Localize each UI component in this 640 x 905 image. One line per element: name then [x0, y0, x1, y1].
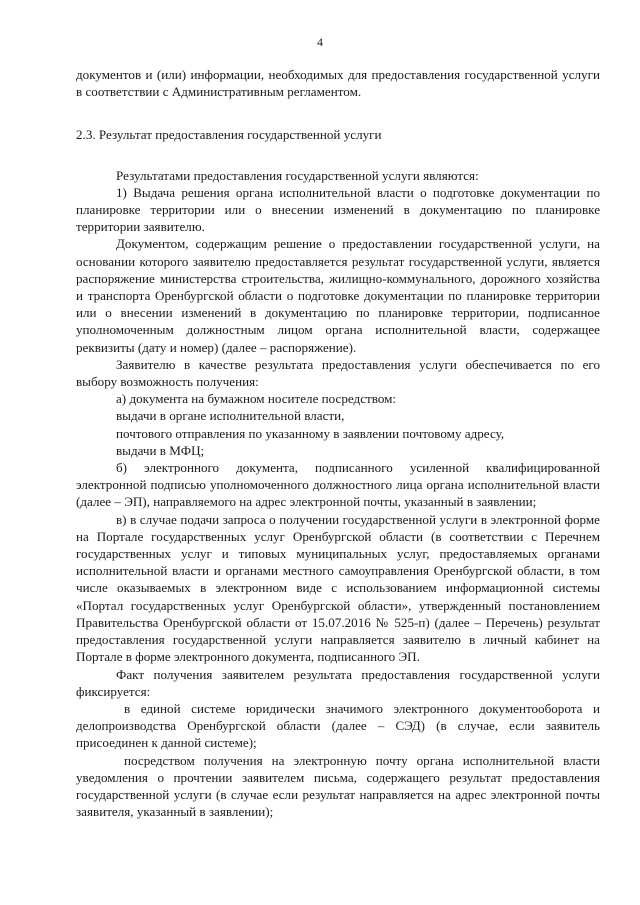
section-heading: 2.3. Результат предоставления государственной услуги	[76, 127, 382, 143]
paragraph: Заявителю в качестве результата предоставления услуги обеспечивается по его выбору возможность получения:	[76, 356, 600, 390]
list-item: в единой системе юридически значимого электронного документооборота и делопроизводства Оренбургской области (далее – СЭД) (в случае, если заявитель присоединен к данной системе);	[76, 700, 600, 751]
paragraph: Документом, содержащим решение о предоставлении государственной услуги, на основании которого заявителю предоставляется результат государственной услуги, является распоряжение министерства строительства, жилищно-коммунального, дорожного хозяйства и транспорта Оренбургской области о подготовке документации по планировке территории или о внесении изменений в документацию по планировке территории, подписанное уполномоченным должностным лицом органа исполнительной власти, содержащее реквизиты (дату и номер) (далее – распоряжение).	[76, 236, 600, 355]
list-item: а) документа на бумажном носителе посредством:	[116, 391, 397, 407]
document-body	[76, 66, 600, 820]
intro-paragraph: документов и (или) информации, необходимых для предоставления государственной услуги в соответствии с Административным регламентом.	[76, 67, 600, 100]
list-item: б) электронного документа, подписанного усиленной квалифицированной электронной подписью уполномоченного должностного лица органа исполнительной власти (далее – ЭП), направляемого на адрес электронной почты, указанный в заявлении;	[76, 460, 600, 510]
list-item: выдачи в органе исполнительной власти,	[116, 408, 345, 424]
paragraph: Факт получения заявителем результата предоставления государственной услуги фиксируется:	[76, 666, 600, 699]
list-item: в) в случае подачи запроса о получении государственной услуги в электронной форме на Портале государственных услуг Оренбургской области (в соответствии с Перечнем государственных услуг и типовых муниципальных услуг, предоставляемых органами исполнительной власти и органами местного самоуправления Оренбургской области, в том числе оказываемых в электронном виде с использованием информационной системы «Портал государственных услуг Оренбургской области», утвержденный постановлением Правительства Оренбургской области от 15.07.2016 № 525-п) (далее – Перечень) результат предоставления государственной услуги направляется заявителю в личный кабинет на Портале в форме электронного документа, подписанного ЭП.	[76, 511, 600, 665]
paragraph: 1) Выдача решения органа исполнительной власти о подготовке документации по планировке территории или о внесении изменений в документацию по планировке территории заявителю.	[76, 184, 600, 235]
list-item: посредством получения на электронную почту органа исполнительной власти уведомления о прочтении заявителем письма, содержащего результат предоставления государственной услуги (в случае если результат направляется на адрес электронной почты заявителя, указанный в заявлении);	[76, 752, 600, 820]
page-number: 4	[317, 35, 323, 49]
paragraph: Результатами предоставления государственной услуги являются:	[116, 167, 479, 183]
list-item: почтового отправления по указанному в заявлении почтовому адресу,	[116, 425, 505, 441]
list-item: выдачи в МФЦ;	[116, 442, 205, 458]
